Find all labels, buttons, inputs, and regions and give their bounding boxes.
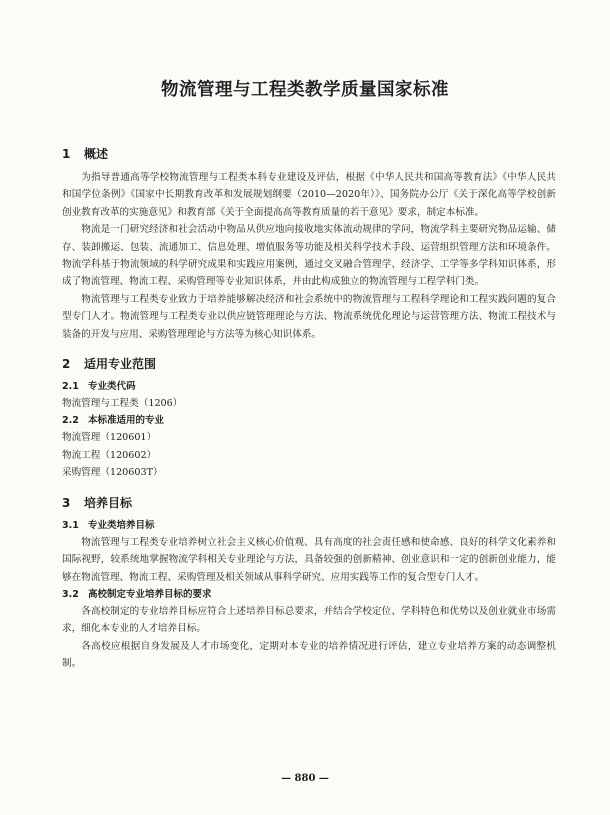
paragraph: 为指导普通高等学校物流管理与工程类本科专业建设及评估，根据《中华人民共和国高等教育法》《中华人民共和国学位条例》《国家中长期教育改革和发展规划纲要（2010—2020年）》、国务院办公厅《关于深化高等学校创新创业教育改革的实施意见》和教育部《关于全面提高高等教育质量的若干意见》要求，制定本标准。 [62,172,556,218]
paragraph: 物流管理与工程类专业致力于培养能够解决经济和社会系统中的物流管理与工程科学理论和工程实践问题的复合型专门人才。物流管理与工程类专业以供应链管理理论与方法、物流系统优化理论与运营管理方法、物流工程技术与装备的开发与应用、采购管理理论与方法等为核心知识体系。 [62,293,556,340]
subsection-3-2-heading [62,586,556,603]
section-title: 概述 [84,147,109,161]
subsection-number: 3.2 [62,588,79,600]
subsection-title: 专业类代码 [88,381,136,393]
section-3-heading [62,495,556,511]
subsection-2-1-heading [62,378,556,395]
list-item: 采购管理（120603T） [62,467,163,479]
subsection-number: 2.2 [62,415,79,427]
subsection-3-1-heading [62,517,556,534]
list-item: 物流工程（120602） [62,449,157,461]
section-number: 2 [62,357,71,372]
subsection-number: 3.1 [62,519,79,531]
paragraph: 各高校应根据自身发展及人才市场变化，定期对本专业的培养情况进行评估，建立专业培养方案的动态调整机制。 [62,640,556,670]
subsection-number: 2.1 [62,381,79,393]
subsection-2-2-heading [62,412,556,429]
list-item: 物流管理（120601） [62,432,157,444]
section-number: 3 [62,495,71,510]
paragraph: 物流是一门研究经济和社会活动中物品从供应地向接收地实体流动规律的学问，物流学科主要研究物品运输、储存、装卸搬运、包装、流通加工、信息处理、增值服务等功能及相关科学技术手段、运营组织管理方法和环境条件。物流学科基于物流领域的科学研究成果和实践应用案例，通过交叉融合管理学、经济学、工学等多学科知识体系，形成了物流管理、物流工程、采购管理等专业知识体系，并由此构成独立的物流管理与工程学科门类。 [62,224,556,288]
subsection-title: 专业类培养目标 [88,519,155,531]
page-number: — 880 — [281,773,329,784]
paragraph: 各高校制定的专业培养目标应符合上述培养目标总要求，并结合学校定位、学科特色和优势以及创业就业市场需求，细化本专业的人才培养目标。 [62,605,556,635]
section-number: 1 [62,147,71,161]
document-body [62,146,556,673]
section-title: 培养目标 [84,495,133,510]
section-title: 适用专业范围 [84,357,157,372]
section-2-heading [62,356,556,372]
paragraph: 物流管理与工程类专业培养树立社会主义核心价值观、具有高度的社会责任感和使命感、良好的科学文化素养和国际视野，较系统地掌握物流学科相关专业理论与方法，具备较强的创新精神、创业意识和一定的创新创业能力，能够在物流管理、物流工程、采购管理及相关领域从事科学研究、应用实践等工作的复合型专门人才。 [62,536,556,583]
section-1-heading [62,146,556,162]
page-title: 物流管理与工程类教学质量国家标准 [161,80,449,100]
subsection-title: 本标准适用的专业 [88,415,165,427]
list-item: 物流管理与工程类（1206） [62,398,183,410]
subsection-title: 高校制定专业培养目标的要求 [88,588,212,600]
